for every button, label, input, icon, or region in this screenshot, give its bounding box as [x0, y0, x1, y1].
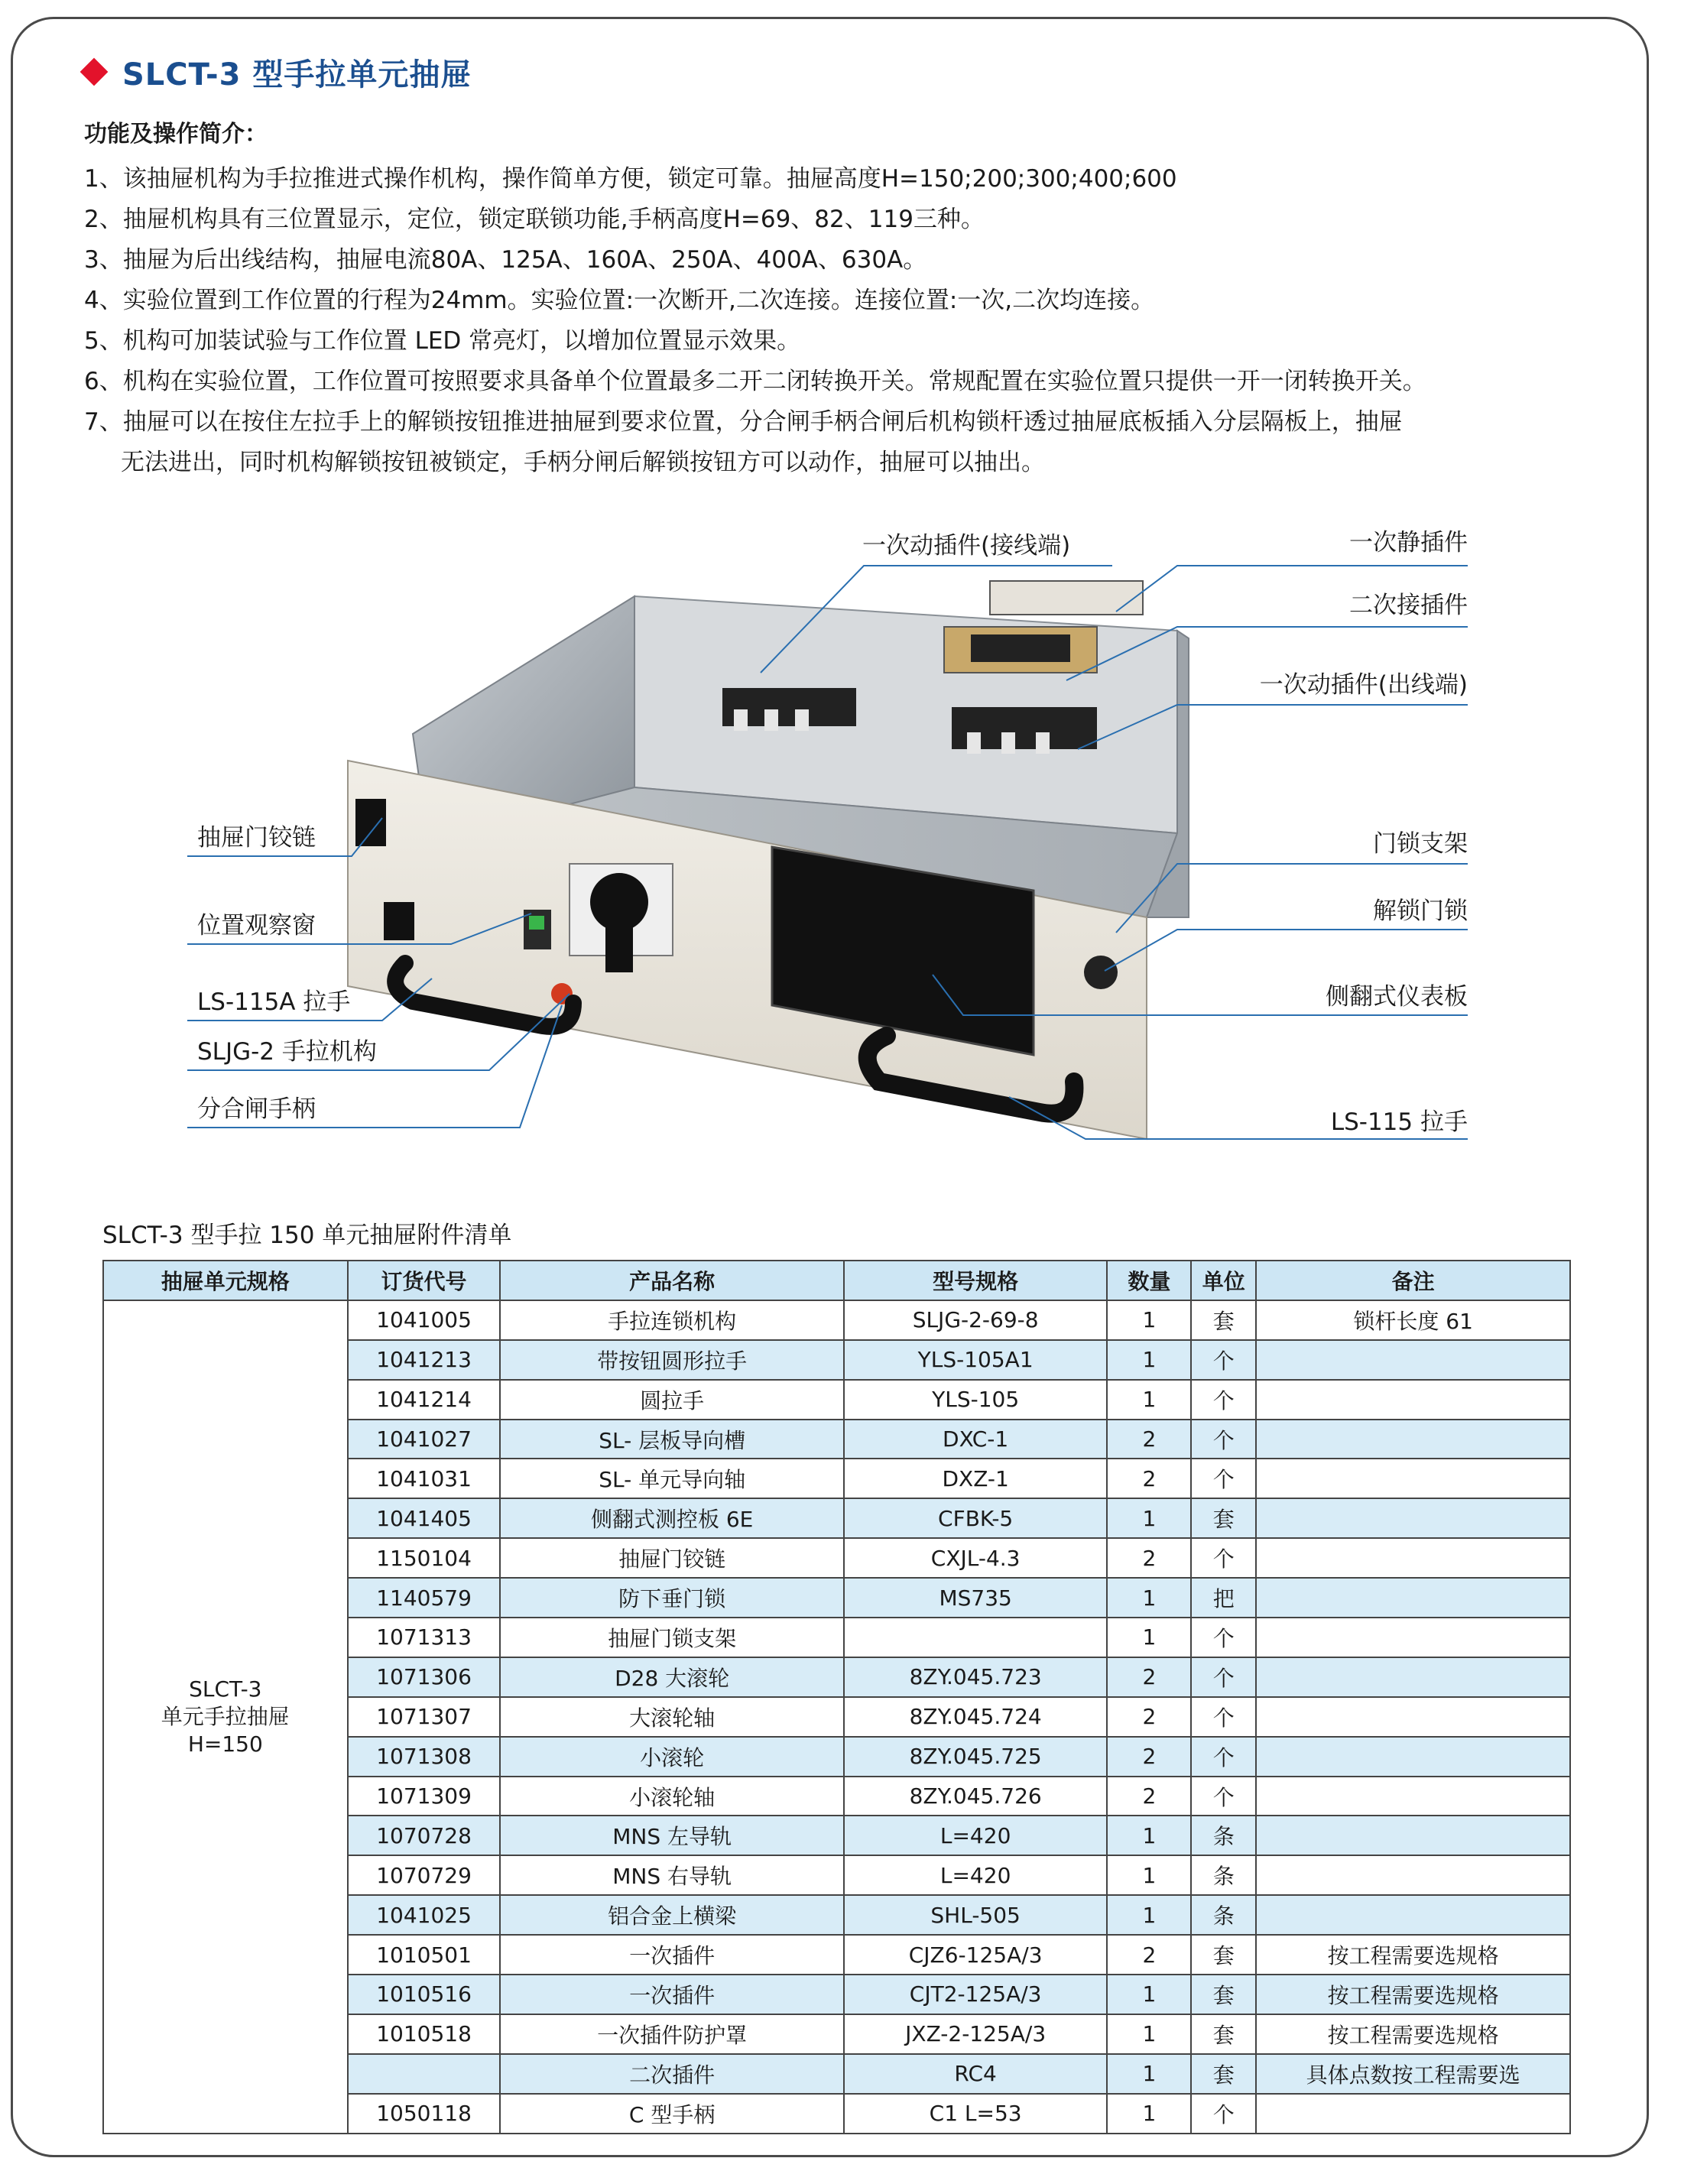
- table-cell: 二次插件: [500, 2054, 843, 2094]
- table-cell: C1 L=53: [844, 2094, 1108, 2134]
- table-cell: 1: [1107, 2014, 1191, 2054]
- table-cell: DXC-1: [844, 1420, 1108, 1459]
- table-cell: 2: [1107, 1737, 1191, 1777]
- table-header-row: [103, 1261, 1570, 1300]
- table-cell: [1256, 1737, 1570, 1777]
- table-cell: 个: [1191, 1340, 1256, 1380]
- table-cell: MNS 右导轨: [500, 1855, 843, 1895]
- table-cell: 1: [1107, 2094, 1191, 2134]
- table-cell: SHL-505: [844, 1895, 1108, 1935]
- table-cell: 个: [1191, 1697, 1256, 1737]
- table-cell: 1: [1107, 1340, 1191, 1380]
- table-cell: YLS-105A1: [844, 1340, 1108, 1380]
- table-cell: 条: [1191, 1855, 1256, 1895]
- table-cell: 1: [1107, 1380, 1191, 1420]
- table-cell: 1: [1107, 1578, 1191, 1618]
- table-cell: 1070729: [348, 1855, 501, 1895]
- table-cell: [1256, 1459, 1570, 1498]
- table-cell: [1256, 2094, 1570, 2134]
- table-cell: 小滚轮: [500, 1737, 843, 1777]
- label-primary-static: 一次静插件: [1349, 529, 1468, 557]
- accessory-table: [102, 1260, 1571, 2134]
- table-cell: 1041214: [348, 1380, 501, 1420]
- table-cell: 具体点数按工程需要选: [1256, 2054, 1570, 2094]
- table-cell: 2: [1107, 1935, 1191, 1975]
- table-cell: 1041025: [348, 1895, 501, 1935]
- table-cell: 个: [1191, 1657, 1256, 1697]
- table-cell: [1256, 1855, 1570, 1895]
- table-cell: 1071306: [348, 1657, 501, 1697]
- table-cell: 1041027: [348, 1420, 501, 1459]
- table-cell: 1010518: [348, 2014, 501, 2054]
- header-cell: 数量: [1107, 1261, 1191, 1300]
- table-cell: 个: [1191, 1777, 1256, 1816]
- table-cell: 1140579: [348, 1578, 501, 1618]
- table-cell: DXZ-1: [844, 1459, 1108, 1498]
- table-cell: [1256, 1816, 1570, 1855]
- intro-item: 1、该抽屉机构为手拉推进式操作机构，操作简单方便，锁定可靠。抽屉高度H=150;200;300;400;600: [84, 165, 1177, 193]
- table-cell: YLS-105: [844, 1380, 1108, 1420]
- table-cell: 2: [1107, 1657, 1191, 1697]
- table-cell: 个: [1191, 2094, 1256, 2134]
- intro-item: 无法进出，同时机构解锁按钮被锁定，手柄分闸后解锁按钮方可以动作，抽屉可以抽出。: [121, 449, 1045, 476]
- table-cell: SL- 层板导向槽: [500, 1420, 843, 1459]
- table-cell: 套: [1191, 2014, 1256, 2054]
- table-cell: 1041005: [348, 1300, 501, 1340]
- table-cell: [1256, 1380, 1570, 1420]
- label-door-hinge: 抽屉门铰链: [197, 824, 316, 852]
- table-cell: 1041213: [348, 1340, 501, 1380]
- label-handle-115: LS-115 拉手: [1330, 1108, 1468, 1136]
- table-cell: 按工程需要选规格: [1256, 1935, 1570, 1975]
- table-cell: 1010516: [348, 1975, 501, 2014]
- intro-item: 4、实验位置到工作位置的行程为24mm。实验位置:一次断开,二次连接。连接位置:一次,二次均连接。: [84, 287, 1155, 314]
- table-cell: 个: [1191, 1538, 1256, 1578]
- table-cell: CJT2-125A/3: [844, 1975, 1108, 2014]
- table-cell: 1: [1107, 1855, 1191, 1895]
- drawer-diagram: [0, 505, 1681, 1177]
- table-cell: 按工程需要选规格: [1256, 1975, 1570, 2014]
- table-cell: 侧翻式测控板 6E: [500, 1498, 843, 1538]
- label-handle-115a: LS-115A 拉手: [197, 988, 351, 1016]
- header-cell: 订货代号: [348, 1261, 501, 1300]
- intro-item: 2、抽屉机构具有三位置显示，定位，锁定联锁功能,手柄高度H=69、82、119三种。: [84, 206, 985, 233]
- table-cell: 抽屉门锁支架: [500, 1618, 843, 1657]
- table-cell: 8ZY.045.725: [844, 1737, 1108, 1777]
- table-cell: 1041405: [348, 1498, 501, 1538]
- spec-line: H=150: [187, 1731, 263, 1757]
- table-cell: D28 大滚轮: [500, 1657, 843, 1697]
- table-cell: 1: [1107, 1498, 1191, 1538]
- header-cell: 备注: [1256, 1261, 1570, 1300]
- intro-item: 3、抽屉为后出线结构，抽屉电流80A、125A、160A、250A、400A、630A。: [84, 246, 927, 274]
- table-cell: 1: [1107, 1618, 1191, 1657]
- table-cell: 1071308: [348, 1737, 501, 1777]
- label-primary-moving-in: 一次动插件(接线端): [862, 532, 1071, 560]
- label-lock-bracket: 门锁支架: [1373, 830, 1468, 858]
- table-cell: 把: [1191, 1578, 1256, 1618]
- table-cell: 大滚轮轴: [500, 1697, 843, 1737]
- table-cell: CXJL-4.3: [844, 1538, 1108, 1578]
- table-cell: 条: [1191, 1895, 1256, 1935]
- table-cell: 8ZY.045.726: [844, 1777, 1108, 1816]
- table-cell: JXZ-2-125A/3: [844, 2014, 1108, 2054]
- table-cell: 小滚轮轴: [500, 1777, 843, 1816]
- table-cell: 1070728: [348, 1816, 501, 1855]
- intro-item: 6、机构在实验位置，工作位置可按照要求具备单个位置最多二开二闭转换开关。常规配置在实验位置只提供一开一闭转换开关。: [84, 368, 1426, 395]
- table-cell: L=420: [844, 1816, 1108, 1855]
- table-cell: 1150104: [348, 1538, 501, 1578]
- table-cell: 条: [1191, 1816, 1256, 1855]
- table-cell: 1071313: [348, 1618, 501, 1657]
- table-cell: [1256, 1420, 1570, 1459]
- table-cell: 8ZY.045.724: [844, 1697, 1108, 1737]
- table-cell: 防下垂门锁: [500, 1578, 843, 1618]
- spec-line: 单元手拉抽屉: [161, 1703, 290, 1729]
- table-cell: SL- 单元导向轴: [500, 1459, 843, 1498]
- label-secondary: 二次接插件: [1349, 592, 1468, 619]
- label-window: 位置观察窗: [197, 912, 316, 939]
- table-cell: [1256, 1498, 1570, 1538]
- table-cell: 个: [1191, 1380, 1256, 1420]
- table-cell: 手拉连锁机构: [500, 1300, 843, 1340]
- header-cell: 单位: [1191, 1261, 1256, 1300]
- table-cell: 按工程需要选规格: [1256, 2014, 1570, 2054]
- table-cell: [1256, 1340, 1570, 1380]
- table-cell: [1256, 1657, 1570, 1697]
- table-cell: [1256, 1697, 1570, 1737]
- table-cell: [348, 2054, 501, 2094]
- header-cell: 型号规格: [844, 1261, 1108, 1300]
- table-cell: [1256, 1578, 1570, 1618]
- table-cell: 2: [1107, 1538, 1191, 1578]
- table-cell: 一次插件: [500, 1935, 843, 1975]
- table-cell: 2: [1107, 1777, 1191, 1816]
- table-cell: 1071309: [348, 1777, 501, 1816]
- table-cell: 一次插件防护罩: [500, 2014, 843, 2054]
- table-cell: [844, 1618, 1108, 1657]
- header-cell: 抽屉单元规格: [103, 1261, 348, 1300]
- table-cell: [1256, 1777, 1570, 1816]
- table-cell: CFBK-5: [844, 1498, 1108, 1538]
- table-cell: CJZ6-125A/3: [844, 1935, 1108, 1975]
- label-panel: 侧翻式仪表板: [1326, 983, 1468, 1011]
- page-title: SLCT-3 型手拉单元抽屉: [84, 49, 472, 95]
- intro-section: [84, 115, 1613, 483]
- table-cell: MNS 左导轨: [500, 1816, 843, 1855]
- table-row: [103, 1300, 1570, 1340]
- table-cell: 1050118: [348, 2094, 501, 2134]
- table-cell: L=420: [844, 1855, 1108, 1895]
- table-cell: 个: [1191, 1737, 1256, 1777]
- table-cell: [1256, 1618, 1570, 1657]
- label-primary-moving-out: 一次动插件(出线端): [1259, 671, 1468, 699]
- table-cell: 2: [1107, 1420, 1191, 1459]
- table-cell: [1256, 1538, 1570, 1578]
- diamond-icon: [80, 58, 109, 86]
- table-cell: 1: [1107, 1816, 1191, 1855]
- table-cell: 1041031: [348, 1459, 501, 1498]
- table-cell: 锁杆长度 61: [1256, 1300, 1570, 1340]
- table-cell: [1256, 1895, 1570, 1935]
- label-unlock-lock: 解锁门锁: [1373, 897, 1468, 925]
- table-cell: 一次插件: [500, 1975, 843, 2014]
- table-title: SLCT-3 型手拉 150 单元抽屉附件清单: [102, 1222, 512, 1249]
- table-cell: 套: [1191, 1498, 1256, 1538]
- table-cell: 个: [1191, 1618, 1256, 1657]
- table-cell: C 型手柄: [500, 2094, 843, 2134]
- table-cell: RC4: [844, 2054, 1108, 2094]
- table-cell: 铝合金上横梁: [500, 1895, 843, 1935]
- header-cell: 产品名称: [500, 1261, 843, 1300]
- spec-cell: [103, 1300, 348, 2134]
- table-cell: 套: [1191, 1975, 1256, 2014]
- table-cell: SLJG-2-69-8: [844, 1300, 1108, 1340]
- table-cell: 套: [1191, 2054, 1256, 2094]
- table-cell: 8ZY.045.723: [844, 1657, 1108, 1697]
- intro-item: 7、抽屉可以在按住左拉手上的解锁按钮推进抽屉到要求位置，分合闸手柄合闸后机构锁杆透过抽屉底板插入分层隔板上，抽屉: [84, 408, 1403, 436]
- table-cell: 2: [1107, 1459, 1191, 1498]
- table-cell: 1: [1107, 1895, 1191, 1935]
- table-cell: 抽屉门铰链: [500, 1538, 843, 1578]
- table-cell: 套: [1191, 1300, 1256, 1340]
- table-cell: 1: [1107, 1975, 1191, 2014]
- label-switch-handle: 分合闸手柄: [197, 1095, 316, 1123]
- table-cell: 1: [1107, 1300, 1191, 1340]
- table-cell: 个: [1191, 1420, 1256, 1459]
- spec-line: SLCT-3: [189, 1676, 262, 1702]
- table-cell: 1071307: [348, 1697, 501, 1737]
- table-cell: MS735: [844, 1578, 1108, 1618]
- table-cell: 1: [1107, 2054, 1191, 2094]
- intro-heading: 功能及操作简介：: [84, 121, 268, 148]
- table-cell: 2: [1107, 1697, 1191, 1737]
- table-cell: 1010501: [348, 1935, 501, 1975]
- table-cell: 圆拉手: [500, 1380, 843, 1420]
- table-cell: 带按钮圆形拉手: [500, 1340, 843, 1380]
- table-cell: 个: [1191, 1459, 1256, 1498]
- intro-item: 5、机构可加装试验与工作位置 LED 常亮灯，以增加位置显示效果。: [84, 327, 801, 355]
- table-cell: 套: [1191, 1935, 1256, 1975]
- label-mechanism: SLJG-2 手拉机构: [197, 1038, 377, 1066]
